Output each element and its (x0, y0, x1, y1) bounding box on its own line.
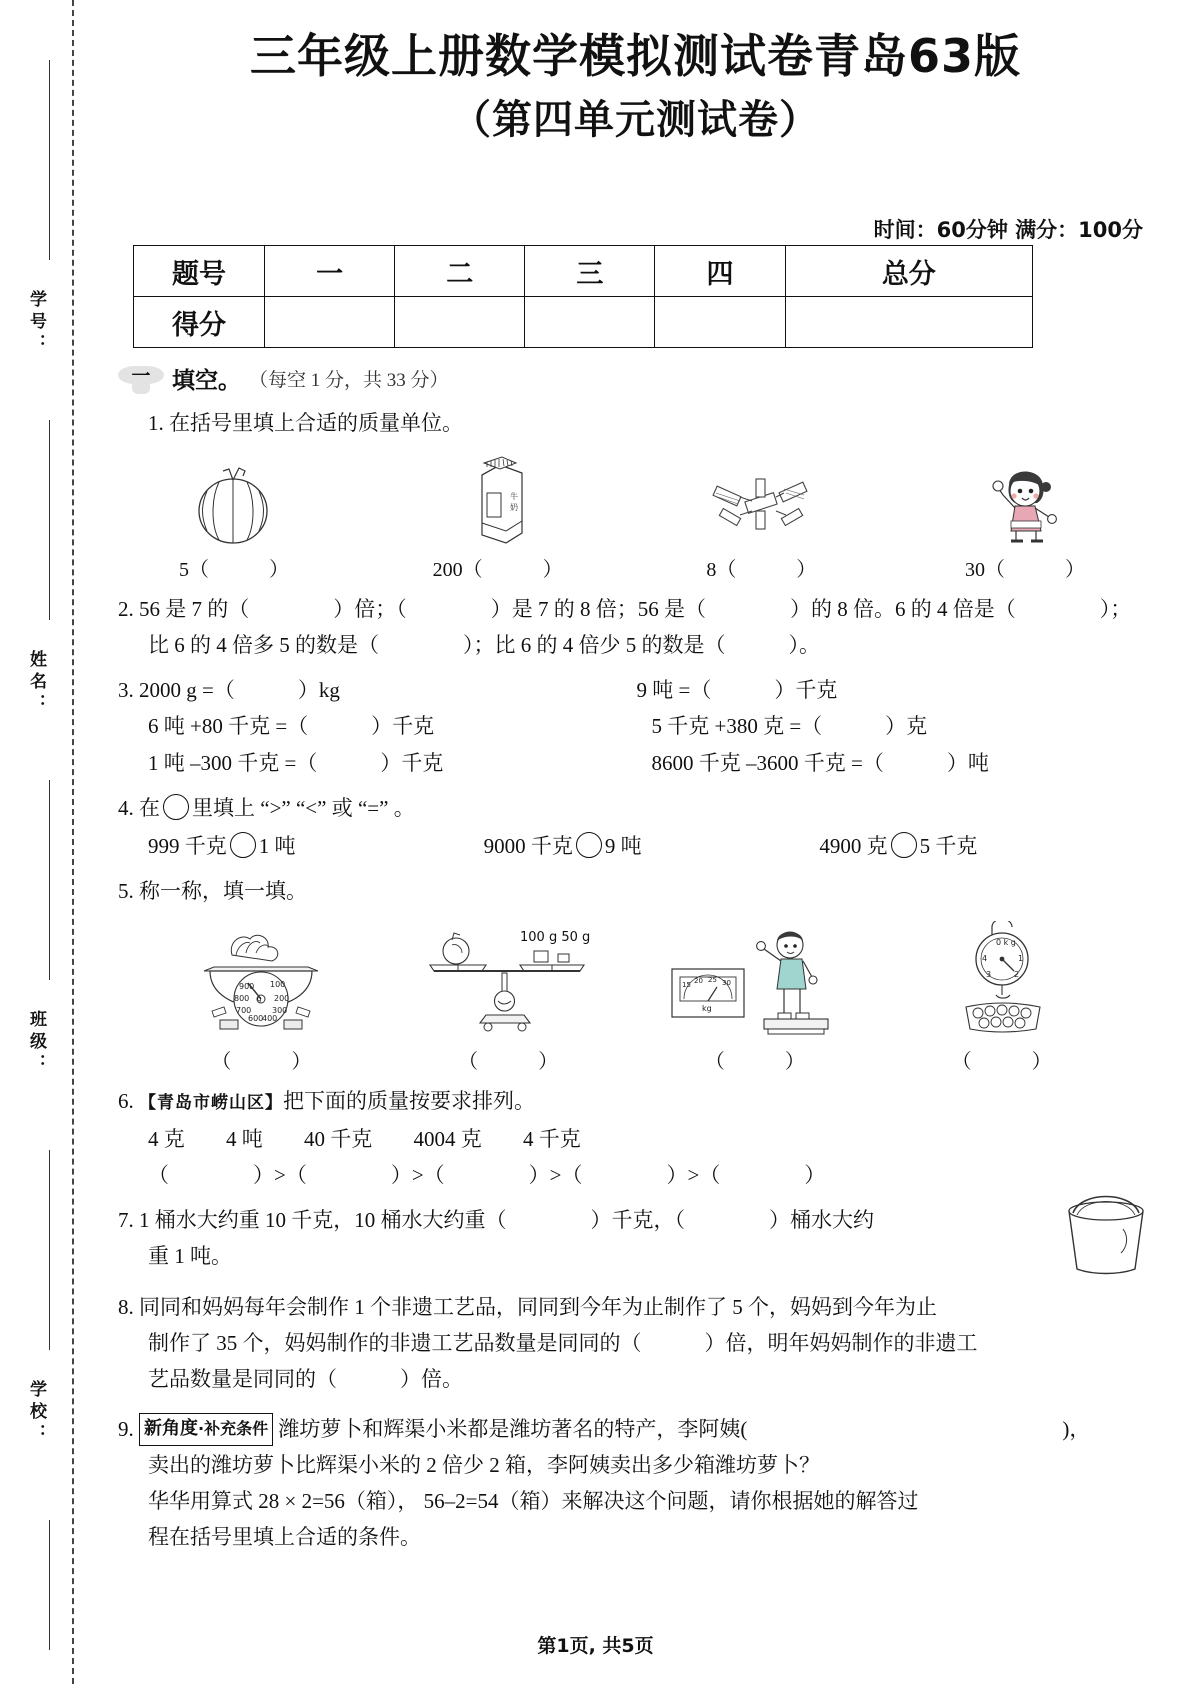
question-5-answers (118, 1041, 1155, 1074)
q1-blank-2[interactable]: 200（ ） (432, 559, 563, 582)
side-label-name: 姓名： (27, 650, 46, 716)
svg-text:15: 15 (681, 980, 691, 989)
q3-left-1: 3. 2000 g =（ ）kg (118, 678, 340, 703)
q1-blank-4[interactable]: 30（ ） (964, 559, 1085, 582)
svg-text:400: 400 (262, 1013, 278, 1023)
compare-circle-icon[interactable] (576, 832, 602, 858)
question-8-line-2: 制作了 35 个，妈妈制作的非遗工艺品数量是同同的（ ）倍，明年妈妈制作的非遗工 (148, 1330, 978, 1355)
bucket-icon (1051, 1185, 1161, 1277)
q1-blank-3[interactable]: 8（ ） (706, 559, 817, 582)
section-title: 填空。 (172, 368, 241, 394)
q5-blank-2[interactable]: （ ） (458, 1050, 559, 1073)
q6-value-3: 40 千克 (304, 1127, 373, 1152)
question-7-line-2: 重 1 吨。 (148, 1244, 232, 1269)
hanging-spring-scale-icon (932, 921, 1072, 1041)
space-station-icon (696, 467, 826, 547)
q4-compare-1 (148, 828, 484, 864)
girl-icon (979, 455, 1071, 547)
q3-right-3: 8600 千克 –3600 千克 =（ ）吨 (651, 750, 989, 775)
q1-item-milk (408, 455, 588, 547)
q1-item-girl (935, 455, 1115, 547)
svg-text:800: 800 (234, 993, 250, 1003)
q4-right-2: 9 吨 (604, 833, 642, 858)
q4-left-2: 9000 千克 (483, 833, 573, 858)
q9-number: 9. (118, 1416, 134, 1441)
svg-text:300: 300 (272, 1005, 288, 1015)
svg-text:2: 2 (1013, 969, 1019, 979)
question-3-row-2 (118, 708, 1155, 744)
svg-text:700: 700 (236, 1005, 252, 1015)
table-row (134, 297, 1033, 348)
milk-carton-icon (460, 455, 536, 547)
question-3-row-1 (118, 672, 1155, 708)
q6-value-4: 4004 克 (413, 1127, 482, 1152)
dial-kitchen-scale-icon (186, 921, 336, 1041)
q6-value-1: 4 克 (148, 1127, 185, 1152)
q5-item-dial-scale (151, 921, 371, 1041)
q6-region-tag: 【青岛市崂山区】 (139, 1092, 283, 1113)
question-3-row-3 (118, 745, 1155, 781)
balance-scale-icon (408, 921, 608, 1041)
q5-item-body-scale (645, 921, 865, 1041)
score-cell-2[interactable] (395, 297, 525, 348)
question-2-line-2: 比 6 的 4 倍多 5 的数是（ ）；比 6 的 4 倍少 5 的数是（ ）。 (148, 633, 820, 658)
svg-text:100: 100 (270, 979, 286, 989)
q5-blank-1[interactable]: （ ） (211, 1050, 312, 1073)
side-rule (49, 780, 50, 980)
side-label-class: 班级： (27, 1010, 46, 1076)
question-8-line-3: 艺品数量是同同的（ ）倍。 (148, 1366, 463, 1391)
question-1-text: 1. 在括号里填上合适的质量单位。 (148, 411, 463, 435)
side-rule (49, 60, 50, 260)
side-label-student-id: 学号： (27, 290, 46, 356)
svg-text:100 g 50 g: 100 g 50 g (520, 929, 591, 945)
question-8-line-1: 8. 同同和妈妈每年会制作 1 个非遗工艺品，同同到今年为止制作了 5 个，妈妈到今年为止 (118, 1294, 937, 1319)
q5-blank-4[interactable]: （ ） (951, 1050, 1052, 1073)
q4-prompt-a: 4. 在 (118, 795, 160, 820)
score-cell-total[interactable] (785, 297, 1032, 348)
svg-text:kg: kg (701, 1003, 712, 1013)
svg-text:1: 1 (1017, 953, 1023, 963)
page-subtitle: （第四单元测试卷） (451, 96, 820, 143)
svg-text:0 k g: 0 k g (995, 937, 1016, 947)
q4-right-3: 5 千克 (919, 833, 978, 858)
page-title: 三年级上册数学模拟测试卷青岛63版 (249, 29, 1021, 83)
svg-text:3: 3 (985, 969, 991, 979)
questions-container (118, 362, 1155, 1555)
q4-right-1: 1 吨 (258, 833, 296, 858)
question-9-line-1 (118, 1411, 1155, 1447)
q4-compare-2 (484, 828, 820, 864)
q3-left-2: 6 吨 +80 千克 =（ ）千克 (148, 714, 435, 739)
question-2-line-1: 2. 56 是 7 的（ ）倍；（ ）是 7 的 8 倍；56 是（ ）的 8 倍。6 的 4 倍是（ ）； (118, 597, 1132, 622)
question-5-images (118, 909, 1155, 1041)
question-6-text (118, 1083, 1155, 1119)
svg-text:4: 4 (981, 953, 987, 963)
q5-item-hanging-scale (892, 921, 1112, 1041)
q4-left-1: 999 千克 (148, 833, 227, 858)
svg-text:900: 900 (239, 981, 255, 991)
score-table (133, 245, 1033, 348)
q1-blank-1[interactable]: 5（ ） (179, 559, 289, 582)
side-label-school: 学校： (27, 1380, 46, 1446)
q3-left-3: 1 吨 –300 千克 =（ ）千克 (148, 750, 444, 775)
svg-text:200: 200 (274, 993, 290, 1003)
table-row (134, 246, 1033, 297)
q6-number: 6. (118, 1088, 134, 1113)
side-rule (49, 1150, 50, 1350)
question-9-line-3: 华华用算式 28 × 2=56（箱）， 56–2=54（箱）来解决这个问题，请你根据她的解答过 (148, 1489, 919, 1514)
section-points: （每空 1 分，共 33 分） (249, 370, 449, 391)
side-label-column (14, 0, 70, 1684)
score-table-col-4: 四 (655, 246, 785, 297)
q3-right-1: 9 吨 =（ ）千克 (636, 678, 838, 703)
section-number: 一 (131, 365, 151, 387)
compare-circle-icon[interactable] (891, 832, 917, 858)
svg-text:g: g (257, 994, 262, 1003)
binding-dashed-line (72, 0, 74, 1684)
question-5-text: 5. 称一称，填一填。 (118, 878, 307, 903)
svg-text:600: 600 (248, 1013, 264, 1023)
body-weight-scale-icon (660, 921, 850, 1041)
q9-new-angle-tag (139, 1413, 273, 1446)
svg-text:20: 20 (693, 976, 703, 985)
question-9-line-2: 卖出的潍坊萝卜比辉渠小米的 2 倍少 2 箱，李阿姨卖出多少箱潍坊萝卜？ (148, 1452, 820, 1477)
section-header (118, 362, 1155, 395)
q4-left-3: 4900 克 (819, 833, 888, 858)
q5-item-balance-scale (398, 921, 618, 1041)
page-footer: 第1页, 共5页 (537, 1635, 654, 1657)
q9-tag-sub: ·补充条件 (198, 1418, 269, 1438)
svg-text:牛: 牛 (509, 492, 518, 502)
watermelon-icon (179, 459, 289, 547)
question-1-images (118, 441, 1155, 547)
score-table-row-label: 题号 (134, 246, 265, 297)
question-1-answers (118, 547, 1155, 582)
score-table-row-label: 得分 (134, 297, 265, 348)
q4-prompt-b: 里填上 “>” “<” 或 “=” 。 (192, 795, 415, 820)
q1-item-watermelon (144, 459, 324, 547)
q6-body: 把下面的质量按要求排列。 (283, 1088, 535, 1113)
q6-value-2: 4 吨 (226, 1127, 263, 1152)
question-6-answer-line[interactable]: （ ）>（ ）>（ ）>（ ）>（ ） (148, 1163, 826, 1188)
question-6-values (118, 1121, 1155, 1157)
q5-blank-3[interactable]: （ ） (704, 1050, 805, 1073)
svg-text:25: 25 (707, 975, 717, 984)
page-title-block (120, 28, 1151, 146)
score-cell-4[interactable] (655, 297, 785, 348)
score-table-col-3: 三 (525, 246, 655, 297)
compare-circle-icon[interactable] (163, 794, 189, 820)
score-table-col-1: 一 (265, 246, 395, 297)
q9-tag-main: 新角度 (144, 1417, 198, 1439)
q3-right-2: 5 千克 +380 克 =（ ）克 (651, 714, 928, 739)
score-table-col-total: 总分 (785, 246, 1032, 297)
svg-text:奶: 奶 (509, 503, 518, 513)
compare-circle-icon[interactable] (230, 832, 256, 858)
score-cell-1[interactable] (265, 297, 395, 348)
q6-value-5: 4 千克 (523, 1127, 581, 1152)
mushroom-badge-icon (118, 364, 164, 394)
score-table-col-2: 二 (395, 246, 525, 297)
exam-meta: 时间：60分钟 满分：100分 (873, 218, 1143, 242)
side-rule (49, 420, 50, 620)
q4-compare-3 (819, 828, 1155, 864)
question-7-line-1: 7. 1 桶水大约重 10 千克，10 桶水大约重（ ）千克，（ ）桶水大约 (118, 1208, 874, 1233)
q1-item-space-station (671, 467, 851, 547)
question-4-comparisons (118, 828, 1155, 864)
question-9-line-4: 程在括号里填上合适的条件。 (148, 1525, 421, 1550)
score-cell-3[interactable] (525, 297, 655, 348)
question-4-text (118, 790, 1155, 826)
svg-text:30: 30 (721, 978, 731, 987)
q9-body: 潍坊萝卜和辉渠小米都是潍坊著名的特产，李阿姨( )， (278, 1416, 1091, 1441)
